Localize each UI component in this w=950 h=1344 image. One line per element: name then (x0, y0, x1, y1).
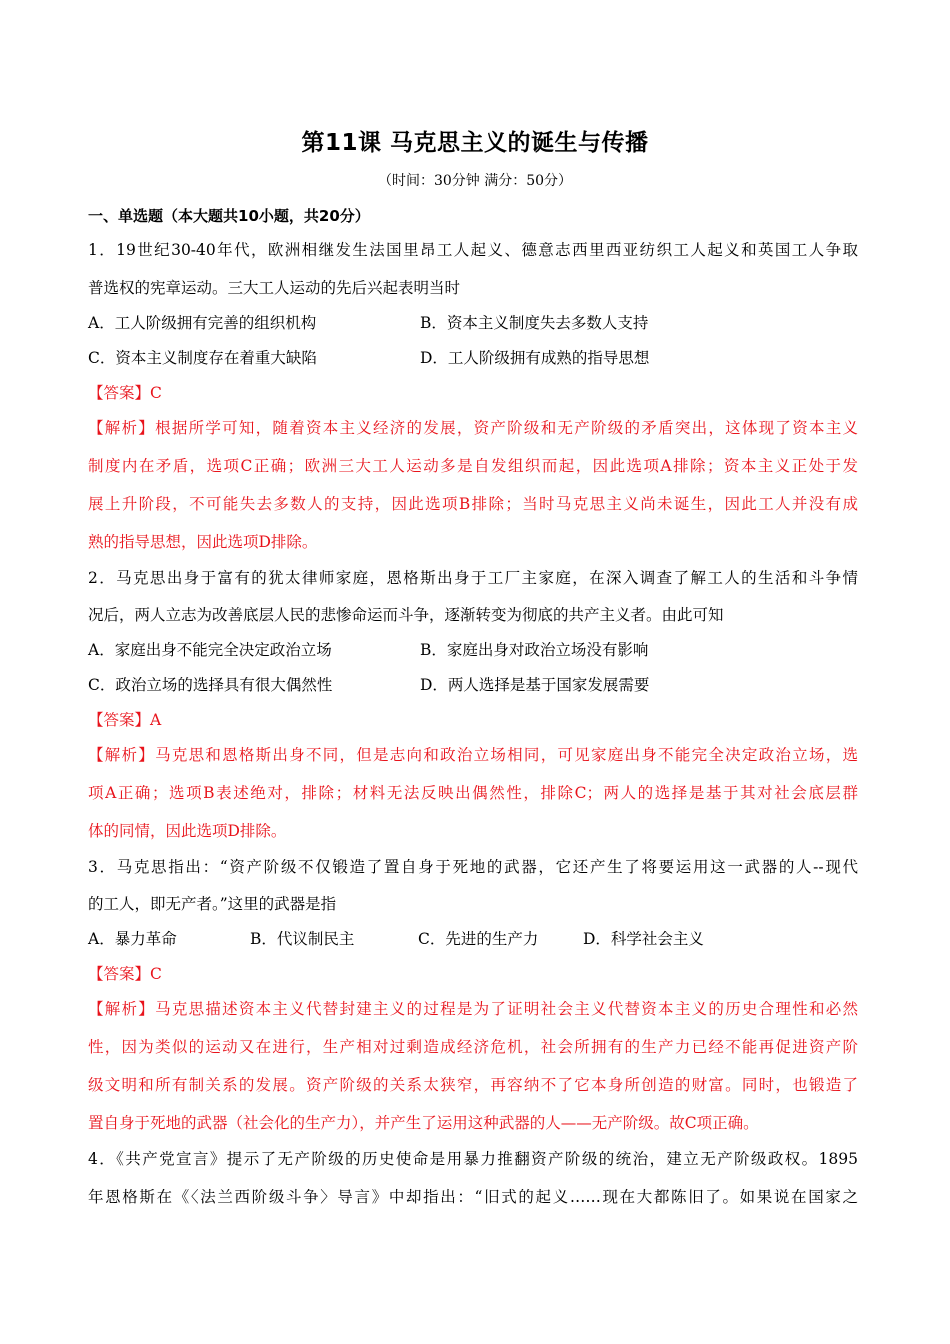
q4-stem-line2: 年恩格斯在《〈法兰西阶级斗争〉导言》中却指出：“旧式的起义……现在大都陈旧了。如果说在国家之 (88, 1188, 858, 1206)
q2-option-b: B．家庭出身对政治立场没有影响 (420, 641, 649, 659)
q1-explanation-line1: 【解析】根据所学可知，随着资本主义经济的发展，资产阶级和无产阶级的矛盾突出，这体现了资本主义 (88, 419, 858, 437)
q2-option-d: D．两人选择是基于国家发展需要 (420, 676, 650, 694)
q2-explanation-line1: 【解析】马克思和恩格斯出身不同，但是志向和政治立场相同，可见家庭出身不能完全决定政治立场，选 (88, 746, 858, 764)
q1-stem-line1: 1．19世纪30-40年代，欧洲相继发生法国里昂工人起义、德意志西里西亚纺织工人起义和英国工人争取 (88, 241, 858, 259)
q2-explanation-line2: 项A正确；选项B表述绝对，排除；材料无法反映出偶然性，排除C；两人的选择是基于其对社会底层群 (88, 784, 858, 802)
q1-answer: 【答案】C (88, 384, 162, 402)
section-heading: 一、单选题（本大题共10小题，共20分） (88, 207, 370, 225)
q3-stem-line1: 3．马克思指出：“资产阶级不仅锻造了置自身于死地的武器，它还产生了将要运用这一武器的人--现代 (88, 858, 858, 876)
q1-stem-line2: 普选权的宪章运动。三大工人运动的先后兴起表明当时 (88, 279, 461, 297)
q1-option-d: D．工人阶级拥有成熟的指导思想 (420, 349, 650, 367)
q2-option-c: C．政治立场的选择具有很大偶然性 (88, 676, 333, 694)
q1-option-b: B．资本主义制度失去多数人支持 (420, 314, 649, 332)
q3-explanation-line2: 性，因为类似的运动又在进行，生产相对过剩造成经济危机，社会所拥有的生产力已经不能再促进资产阶 (88, 1038, 858, 1056)
q1-explanation-line4: 熟的指导思想，因此选项D排除。 (88, 533, 318, 551)
q4-stem-line1: 4．《共产党宣言》提示了无产阶级的历史使命是用暴力推翻资产阶级的统治，建立无产阶级政权。1895 (88, 1150, 858, 1168)
q3-option-c: C．先进的生产力 (418, 930, 539, 948)
q3-explanation-line3: 级文明和所有制关系的发展。资产阶级的关系太狭窄，再容纳不了它本身所创造的财富。同时，也锻造了 (88, 1076, 858, 1094)
q2-stem-line2: 况后，两人立志为改善底层人民的悲惨命运而斗争，逐渐转变为彻底的共产主义者。由此可知 (88, 606, 724, 624)
page-subtitle: （时间：30分钟 满分：50分） (377, 173, 573, 189)
q3-explanation-line4: 置自身于死地的武器（社会化的生产力），并产生了运用这种武器的人——无产阶级。故C项正确。 (88, 1114, 759, 1132)
page-title: 第11课 马克思主义的诞生与传播 (301, 130, 649, 156)
q1-option-c: C．资本主义制度存在着重大缺陷 (88, 349, 317, 367)
q1-option-a: A．工人阶级拥有完善的组织机构 (88, 314, 317, 332)
q1-explanation-line2: 制度内在矛盾，选项C正确；欧洲三大工人运动多是自发组织而起，因此选项A排除；资本主义正处于发 (88, 457, 858, 475)
q2-stem-line1: 2．马克思出身于富有的犹太律师家庭，恩格斯出身于工厂主家庭，在深入调查了解工人的生活和斗争情 (88, 569, 858, 587)
q3-option-a: A．暴力革命 (88, 930, 177, 948)
q3-explanation-line1: 【解析】马克思描述资本主义代替封建主义的过程是为了证明社会主义代替资本主义的历史合理性和必然 (88, 1000, 858, 1018)
q3-answer: 【答案】C (88, 965, 162, 983)
q2-explanation-line3: 体的同情，因此选项D排除。 (88, 822, 287, 840)
q3-option-d: D．科学社会主义 (583, 930, 704, 948)
q3-stem-line2: 的工人，即无产者。”这里的武器是指 (88, 895, 337, 913)
q3-option-b: B．代议制民主 (250, 930, 355, 948)
q2-option-a: A．家庭出身不能完全决定政治立场 (88, 641, 332, 659)
q2-answer: 【答案】A (88, 711, 162, 729)
q1-explanation-line3: 展上升阶段，不可能失去多数人的支持，因此选项B排除；当时马克思主义尚未诞生，因此工人并没有成 (88, 495, 858, 513)
